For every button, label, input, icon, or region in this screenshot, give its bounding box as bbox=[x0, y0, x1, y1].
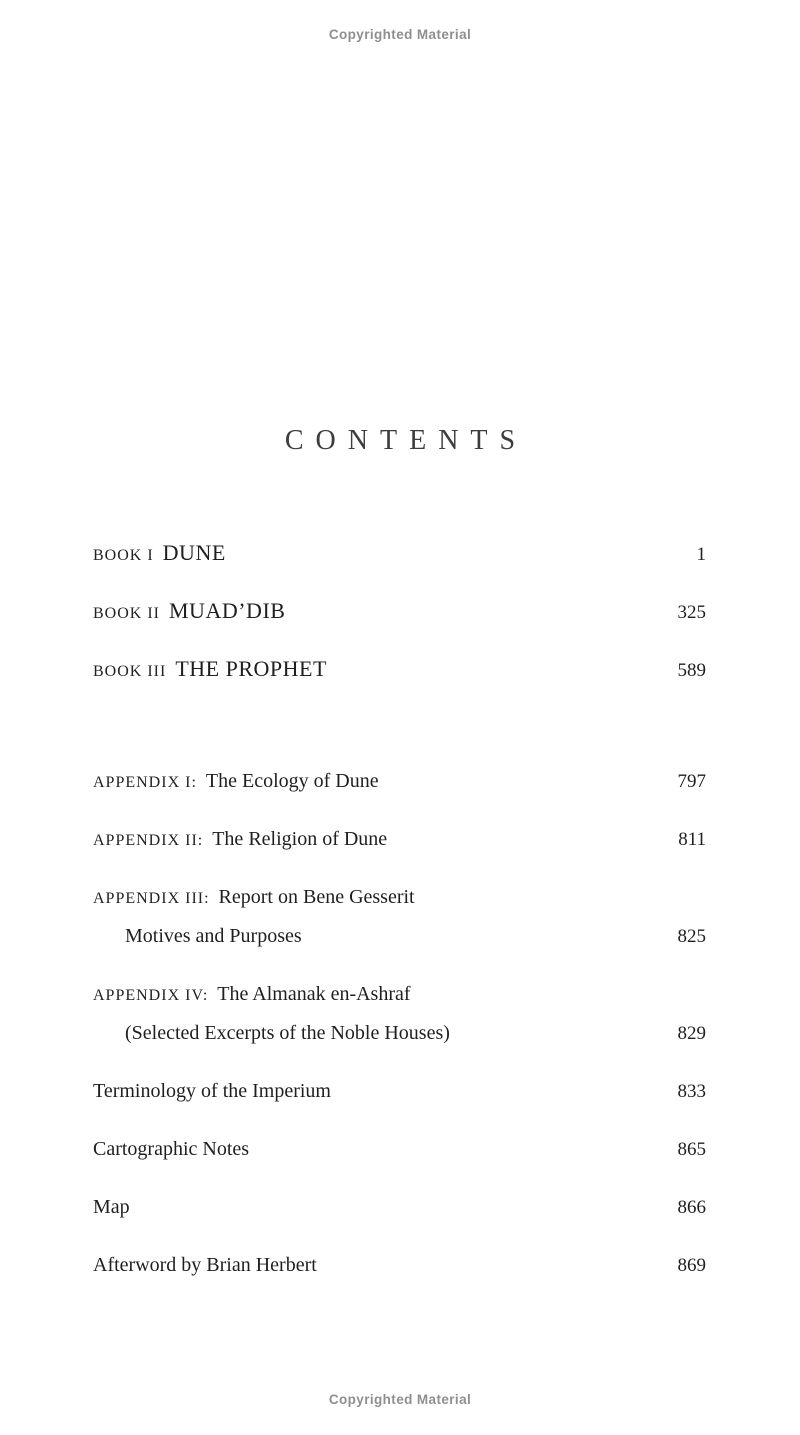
toc-entry-title: THE PROPHET bbox=[175, 656, 327, 681]
toc-entry-label: APPENDIX I: bbox=[93, 774, 197, 791]
toc-entry-page-number: 825 bbox=[677, 926, 706, 947]
toc-entry-label: BOOK III bbox=[93, 663, 167, 680]
page-title: CONTENTS bbox=[284, 425, 528, 456]
toc-entry-title: The Ecology of Dune bbox=[205, 770, 379, 792]
toc-entry-label: APPENDIX IV: bbox=[93, 987, 209, 1004]
toc-entry bbox=[93, 983, 706, 1080]
toc-entry bbox=[93, 1254, 706, 1312]
toc-entry-title: MUAD’DIB bbox=[169, 598, 286, 623]
toc-entry-line bbox=[93, 828, 706, 867]
toc-entry bbox=[93, 886, 706, 983]
toc-entry-page-number: 829 bbox=[677, 1023, 706, 1044]
toc-entry-title: Report on Bene Gesserit bbox=[218, 886, 415, 908]
back-matter-section bbox=[93, 770, 706, 1312]
toc-entry-line bbox=[93, 598, 706, 637]
toc-entry-label: APPENDIX III: bbox=[93, 890, 210, 907]
toc-entry bbox=[93, 1080, 706, 1138]
toc-entry-title: DUNE bbox=[162, 540, 226, 565]
toc-entry-line bbox=[93, 656, 706, 695]
toc-entry bbox=[93, 1196, 706, 1254]
toc-entry-title: Afterword by Brian Herbert bbox=[93, 1254, 317, 1276]
toc-entry-line bbox=[93, 770, 706, 809]
toc-entry-page-number: 797 bbox=[677, 771, 706, 792]
toc-entry bbox=[93, 540, 706, 598]
toc-entry-title: Terminology of the Imperium bbox=[93, 1080, 331, 1102]
toc-entry-label: APPENDIX II: bbox=[93, 832, 204, 849]
toc-entry bbox=[93, 598, 706, 656]
toc-entry-line bbox=[93, 886, 706, 925]
toc-entry-page-number: 869 bbox=[677, 1255, 706, 1276]
toc-entry bbox=[93, 656, 706, 714]
toc-entry-line bbox=[93, 1254, 706, 1293]
toc-entry-title: The Almanak en-Ashraf bbox=[217, 983, 411, 1005]
copyright-notice-top: Copyrighted Material bbox=[328, 27, 472, 42]
toc-entry-continuation-line bbox=[93, 925, 706, 964]
copyright-notice-bottom: Copyrighted Material bbox=[328, 1392, 472, 1407]
books-section bbox=[93, 540, 706, 714]
toc-entry-title: Cartographic Notes bbox=[93, 1138, 250, 1160]
toc-entry-page-number: 589 bbox=[677, 660, 706, 681]
toc-entry-page-number: 865 bbox=[677, 1139, 706, 1160]
toc-entry-continuation-line bbox=[93, 1022, 706, 1061]
toc-entry-title: Map bbox=[93, 1196, 130, 1218]
toc-entry-page-number: 811 bbox=[678, 829, 706, 850]
toc-entry-title: The Religion of Dune bbox=[212, 828, 388, 850]
toc-entry bbox=[93, 828, 706, 886]
table-of-contents bbox=[93, 540, 706, 1312]
toc-entry-line bbox=[93, 540, 706, 579]
toc-entry-line bbox=[93, 1080, 706, 1119]
toc-entry-continuation: Motives and Purposes bbox=[125, 925, 302, 947]
toc-entry-page-number: 866 bbox=[677, 1197, 706, 1218]
toc-entry bbox=[93, 1138, 706, 1196]
toc-entry-line bbox=[93, 1138, 706, 1177]
toc-entry-page-number: 833 bbox=[677, 1081, 706, 1102]
toc-entry-line bbox=[93, 1196, 706, 1235]
toc-entry-page-number: 1 bbox=[696, 544, 706, 565]
toc-entry-page-number: 325 bbox=[677, 602, 706, 623]
toc-entry-line bbox=[93, 983, 706, 1022]
toc-entry-label: BOOK I bbox=[93, 547, 154, 564]
toc-entry-label: BOOK II bbox=[93, 605, 160, 622]
toc-entry bbox=[93, 770, 706, 828]
toc-entry-continuation: (Selected Excerpts of the Noble Houses) bbox=[125, 1022, 450, 1044]
